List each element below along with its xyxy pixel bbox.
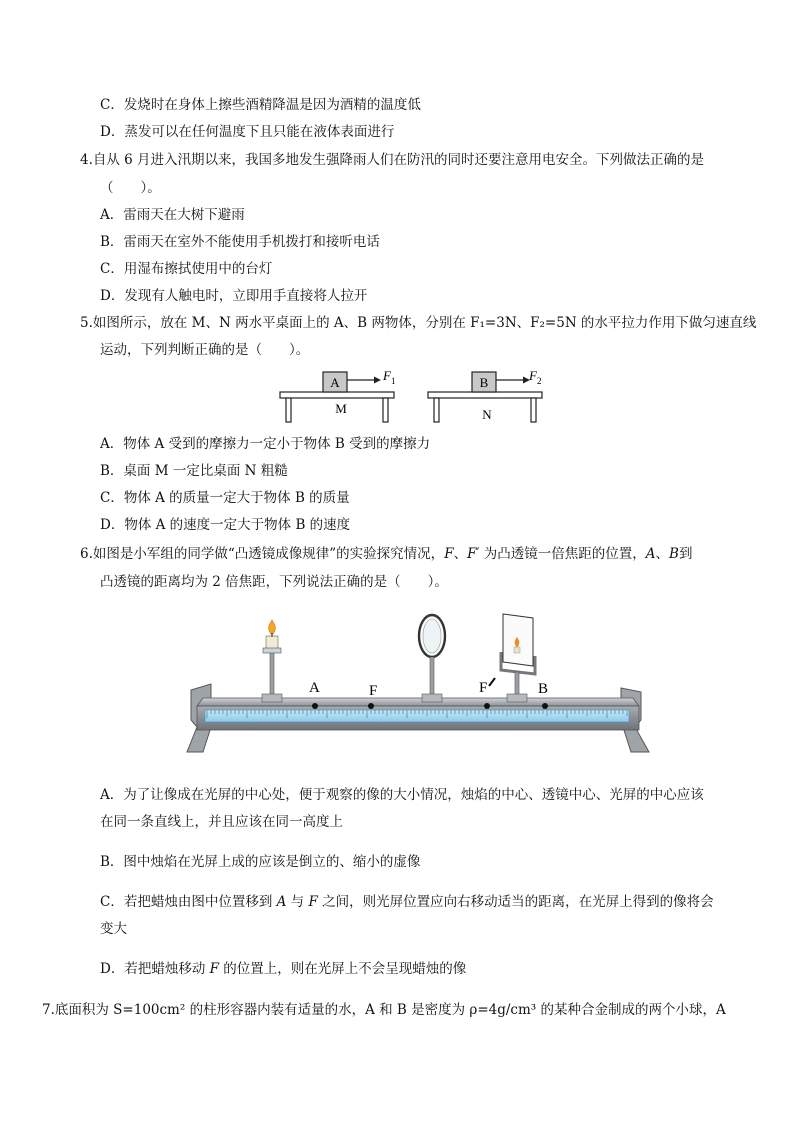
table-n-leg-right bbox=[531, 398, 536, 422]
point-f-prime-dot bbox=[484, 703, 490, 709]
force-arrow-f1-head bbox=[374, 377, 381, 384]
q7-stem-line1: 7.底面积为 S=100cm² 的柱形容器内装有适量的水，A 和 B 是密度为 ρ=4g/cm³ 的某种合金制成的两个小球，A bbox=[42, 1002, 726, 1018]
point-f-label: F bbox=[369, 683, 378, 699]
point-f-prime-mark bbox=[489, 678, 495, 686]
q3-option-d: D．蒸发可以在任何温度下且只能在液体表面进行 bbox=[100, 124, 395, 140]
q6-option-a-line2: 在同一条直线上，并且应该在同一高度上 bbox=[100, 814, 343, 830]
q5-stem-line1: 5.如图所示，放在 M、N 两水平桌面上的 A、B 两物体，分别在 F₁=3N、F₂=5N 的水平拉力作用下做匀速直线 bbox=[80, 315, 757, 331]
q5-option-b: B．桌面 M 一定比桌面 N 粗糙 bbox=[100, 463, 288, 479]
point-a-dot bbox=[312, 703, 318, 709]
table-m-leg-left bbox=[286, 398, 291, 422]
force-f2-label: $F_2$ bbox=[529, 368, 542, 386]
q6-optical-bench-figure bbox=[183, 602, 653, 762]
block-b-label: B bbox=[479, 375, 489, 390]
q4-option-c: C．用湿布擦拭使用中的台灯 bbox=[100, 261, 273, 277]
table-m-label: M bbox=[335, 401, 347, 416]
q5-stem-line2: 运动，下列判断正确的是（ ）。 bbox=[100, 342, 310, 358]
block-a-label: A bbox=[330, 375, 340, 390]
table-m-leg-right bbox=[383, 398, 388, 422]
lens-slider bbox=[422, 694, 442, 702]
q6-option-c-line1: C．若把蜡烛由图中位置移到 A 与 F 之间，则光屏位置应向右移动适当的距离，在光屏上得到的像将会 bbox=[100, 894, 714, 910]
screen-image-candle bbox=[514, 647, 520, 653]
point-f-dot bbox=[368, 703, 374, 709]
q6-option-b: B．图中烛焰在光屏上成的应该是倒立的、缩小的虚像 bbox=[100, 854, 421, 870]
point-b-dot bbox=[542, 703, 548, 709]
q4-option-b: B．雷雨天在室外不能使用手机拨打和接听电话 bbox=[100, 234, 380, 250]
q4-option-d: D．发现有人触电时，立即用手直接将人拉开 bbox=[100, 288, 368, 304]
force-f1-label: $F_1$ bbox=[383, 368, 396, 386]
q5-option-d: D．物体 A 的速度一定大于物体 B 的速度 bbox=[100, 517, 351, 533]
candle-slider bbox=[262, 694, 282, 702]
candle-cup bbox=[263, 648, 281, 653]
q6-stem-line2: 凸透镜的距离均为 2 倍焦距，下列说法正确的是（ ）。 bbox=[100, 574, 448, 590]
q4-option-a: A．雷雨天在大树下避雨 bbox=[100, 207, 245, 223]
candle-post bbox=[270, 650, 274, 700]
screen-slider bbox=[507, 694, 527, 702]
q3-option-c: C．发烧时在身体上擦些酒精降温是因为酒精的温度低 bbox=[100, 97, 421, 113]
q4-stem-line1: 4.自从 6 月进入汛期以来，我国多地发生强降雨人们在防汛的同时还要注意用电安全。下列做法正确的是 bbox=[80, 152, 705, 168]
q5-option-c: C．物体 A 的质量一定大于物体 B 的质量 bbox=[100, 490, 350, 506]
q6-option-c-line2: 变大 bbox=[100, 921, 127, 937]
q4-stem-line2: （ ）。 bbox=[100, 180, 161, 196]
q6-stem-line1: 6.如图是小军组的同学做“凸透镜成像规律”的实验探究情况，F、F′ 为凸透镜一倍焦距的位置，A、B到 bbox=[80, 546, 693, 562]
lens-post bbox=[430, 657, 434, 699]
point-b-label: B bbox=[538, 681, 549, 697]
table-n-top bbox=[428, 392, 542, 398]
q6-option-d: D．若把蜡烛移动 F 的位置上，则在光屏上不会呈现蜡烛的像 bbox=[100, 961, 467, 977]
table-n-leg-left bbox=[434, 398, 439, 422]
table-n-label: N bbox=[482, 407, 492, 422]
q6-option-a-line1: A．为了让像成在光屏的中心处，便于观察的像的大小情况，烛焰的中心、透镜中心、光屏的中心应该 bbox=[100, 787, 704, 803]
candle-flame-icon bbox=[269, 620, 276, 635]
table-m-top bbox=[280, 392, 394, 398]
lens-glass bbox=[423, 619, 441, 653]
q5-figure bbox=[275, 366, 555, 426]
point-a-label: A bbox=[309, 680, 320, 696]
scale-strip bbox=[205, 710, 629, 722]
point-f-prime-label: F bbox=[479, 680, 488, 696]
q5-option-a: A．物体 A 受到的摩擦力一定小于物体 B 受到的摩擦力 bbox=[100, 436, 431, 452]
